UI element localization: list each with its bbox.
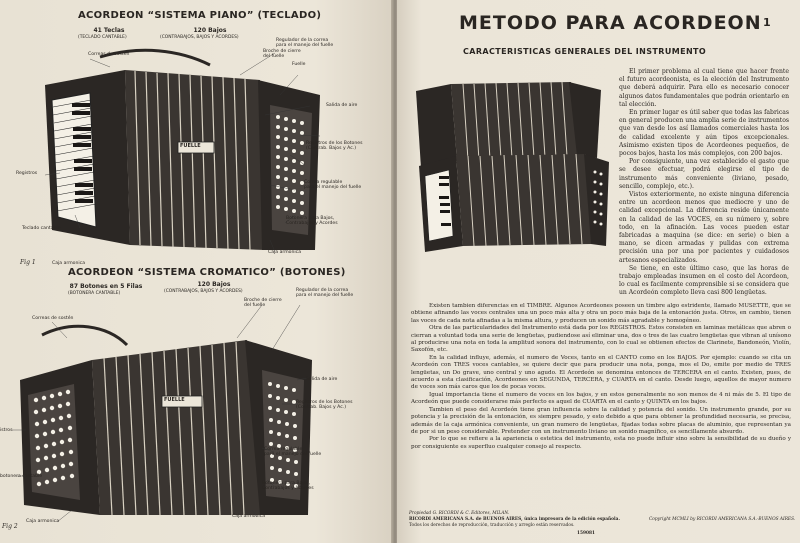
body-paragraph: Tambien el peso del Acordeón tiene gran influencia sobre la calidad y potencia del sonido. Un instrumento grande, por su potencia y la precisión de la entonación, es siempre pesado, y esto debido a que para obtener la profundidad necesaria, se precisa, además de la caja armónica conveniente, un gran numero de lengüetas, fijadas todas sobre placas de aluminio, que representan ya de por si un peso considerable. Pretender con un instrumento liviano un sonido magnífico, es sencillamente absurdo. [411,406,791,435]
fig2-label-caja2: Caja armonica [26,519,60,524]
intro-column [619,68,789,298]
footer-code: 159081 [577,531,595,536]
col-paragraph: En primer lugar es útil saber que todas las fabricas en general producen una amplia serie de instrumentos que van desde los así llamados comerciales hasta los de calidad excelente y aún tipos excepcionales. Asimismo existen tipos de Acordeones pequeños, de pocos bajos, hasta los más complejos, con 200 bajos. [619,109,789,158]
fig2-title: ACORDEON “SISTEMA CROMATICO” (BOTONES) [68,267,346,278]
footer-printer: RICORDI AMERICANA S.A. de BUENOS AIRES, única impresora de la edición española. [409,517,620,522]
body-paragraph: Por lo que se refiere a la apariencia o estetica del instrumento, esta no puede influir sino sobre la sensibilidad de su dueño y por consiguiente es superfluo cualquier consejo al respecto. [411,436,791,450]
fig2-label: Fig 2 [2,523,18,530]
col-paragraph: Por consiguiente, una vez establecido el gasto que se desee efectuar, podrá elegirse el tipo de instrumento más conveniente (liviano, pesado, sencillo, complejo, etc.). [619,158,789,190]
footer-copyright: Copyright MCMLI by RICORDI AMERICANA S.A.-BUENOS AIRES. [649,517,796,522]
fig1-label-botonera-2: Contrabajos y Acordes [286,221,338,226]
fig1-label-caja2: Caja armonica [52,261,86,266]
fig2-label-registros-botones-2: (Contrab. Bajos y Ac.) [296,405,346,410]
fig2-bass-count: 120 Bajos [197,281,231,288]
section-subtitle: CARACTERISTICAS GENERALES DEL INSTRUMENTO [463,47,707,56]
footer-rights: Todos los derechos de reproducción, traducción y arreglo están reservados. [409,523,575,528]
right-page [397,0,800,543]
fig2-label-caja: Caja armonica [232,514,266,519]
fig1-label-correa-reg-1: Correa regulable [304,180,343,185]
body-text [411,303,791,451]
fig2-label-broche-1: Broche de cierre [244,298,282,303]
col-paragraph: El primer problema al cual tiene que hacer frente el futuro acordeonista, es la elección del Instrumento que deberá adquirir. Para ello es necesario conocer algunos datos fundamentales que podrán orientarlo en tal elección. [619,68,789,108]
left-page [0,0,393,543]
fig2-buttons-note: (BOTONERA CANTABLE) [68,291,121,296]
fig2-label-registros: istros [0,428,13,433]
body-paragraph: Igual importancia tiene el numero de voces en los bajos, y en estos generalmente no son menos de 4 ni más de 5. El tipo de Acordeón que puede considerarse más perfecto es aquel de CUARTA en el canto y QUINTA en los bajos. [411,391,791,406]
fig2-buttons-count: 87 Botones en 5 Filas [69,283,143,290]
fig1-keys-note: (TECLADO CANTABLE) [78,35,127,40]
fig1-title: ACORDEON “SISTEMA PIANO” (TECLADO) [78,10,322,21]
fig1-label-fuelle: Fuelle [292,62,306,67]
page-title: METODO PARA ACORDEON [459,12,762,34]
footer-publisher: Propiedad G. RICORDI & C. Editores, MILAN. [409,511,510,516]
fig1-label: Fig 1 [20,259,36,266]
fig1-bass-note: (CONTRABAJOS, BAJOS Y ACORDES) [160,35,239,40]
fig1-label-broche-2: del fuelle [263,54,285,59]
body-paragraph: Existen tambien diferencias en el TIMBRE. Algunos Acordeones poseen un timbre algo estridente, llamado MUSETTE, que se obtiene afinando las voces centrales una un poco más alta y otra un poco más baja de la entonación justa. Otros, en cambio, tienen las voces de cada nota afinadas a la misma altura, y producen un sonido más agradable y homogéneo. [411,303,791,324]
fig2-label-botonera-cantable: botonera cantable [0,474,43,479]
fig2-label-correa-reg-1: Correa regulable [264,447,303,452]
body-paragraph: En la calidad influye, además, el numero de Voces, tanto en el CANTO como en los BAJOS. Por ejemplo: cuando se cita un Acordeón con TRES voces cantables, se quiere decir que para producir una nota, ponga, mos el Do, emite por medio de TRES lengüetas, un Do grave, uno central y uno agudo. El Acordeón se denomina entonces de TERCERA en el canto. Existen, pues, de acuerdo a esta clasificación, Acordeones en SEGUNDA, TERCERA, y CUARTA en el canto. Desde luego, aquellos de mayor numero de voces son más caros que los de pocas voces. [411,354,791,391]
fig1-label-correas: Correas de sostén [88,52,130,57]
fig1-label-broche-1: Broche de cierre [263,49,301,54]
fig2-label-registros-botones-1: Registros de los Botones [296,400,353,405]
fig1-label-caja: Caja armonica [268,250,302,255]
fig1-label-botonera-1: Botonera para Bajos, [286,216,335,221]
fig1-label-registros-botones-2: (Contrab. Bajos y Ac.) [306,146,356,151]
fig1-fuelle-text: FUELLE [180,143,201,149]
fig2-label-salida: Salida de aire [306,377,338,382]
fig1-label-regulador-2: para el manejo del fuelle [276,43,334,48]
fig2-label-correas: Correas de sostén [32,316,74,321]
fig2-label-regulador-1: Regulador de la correa [296,288,349,293]
col-paragraph: Se tiene, en este último caso, que las horas de trabajo empleadas insumen en el costo del Acordeon, lo cual es facilmente comprensible si se considera que un Acordeón completo lleva casi 800 lengüetas. [619,264,789,297]
fig2-bass-note: (CONTRABAJOS, BAJOS Y ACORDES) [164,289,243,294]
fig1-keys-count: 41 Teclas [93,27,125,34]
fig2-label-regulador-2: para el manejo del fuelle [296,293,354,298]
accordion-photo-illustration [411,76,611,256]
fig2-fuelle-text: FUELLE [164,397,185,403]
fig1-label-registros-botones-1: Registros de los Botones [306,141,363,146]
fig2-label-botonera-1: Botonera para Bajos, [262,481,311,486]
col-paragraph: Vistos exteriormente, no existe ninguna diferencia entre un acordeon menos que mediocre y uno de calidad excepcional. La diferencia reside únicamente en la calidad de las VOCES, en su número y, sobre todo, en la afinación. Las voces pueden estar fabricadas a maquina (se dice: en serie) o bien a mano, se dicen armadas y pulidas con extrema precisión una por una por pacientes y cuidadosos artesanos especializados. [619,191,789,264]
page-number: 1 [763,16,771,29]
body-paragraph: Otra de las particularidades del Instrumento está dada por los REGISTROS. Estos consisten en laminas metálicas que abren o cierran a voluntad toda una serie de lengüetas, pudiendose así eliminar una, dos o tres de las cuatro lengüetas que vibran al unísono al producirse una nota en toda la amplitud sonora del instrumento, con lo cual se obtienen efectos de Clarinete, Bandoneón, Violín, Saxofón, etc. [411,325,791,354]
fig2-label-correa-reg-2: para el manejo del fuelle [264,452,322,457]
fig1-label-teclado: Teclado cantable [22,226,61,231]
fig1-label-regulador-1: Regulador de la correa [276,38,329,43]
fig1-label-registros: Registros [16,171,38,176]
fig1-label-salida: Salida de aire [326,103,358,108]
fig1-label-correa-reg-2: para el manejo del fuelle [304,185,362,190]
fig2-label-broche-2: del fuelle [244,303,266,308]
fig2-label-botonera-2: Contrabajos y Acordes [262,486,314,491]
fig1-bass-count: 120 Bajos [193,27,227,34]
